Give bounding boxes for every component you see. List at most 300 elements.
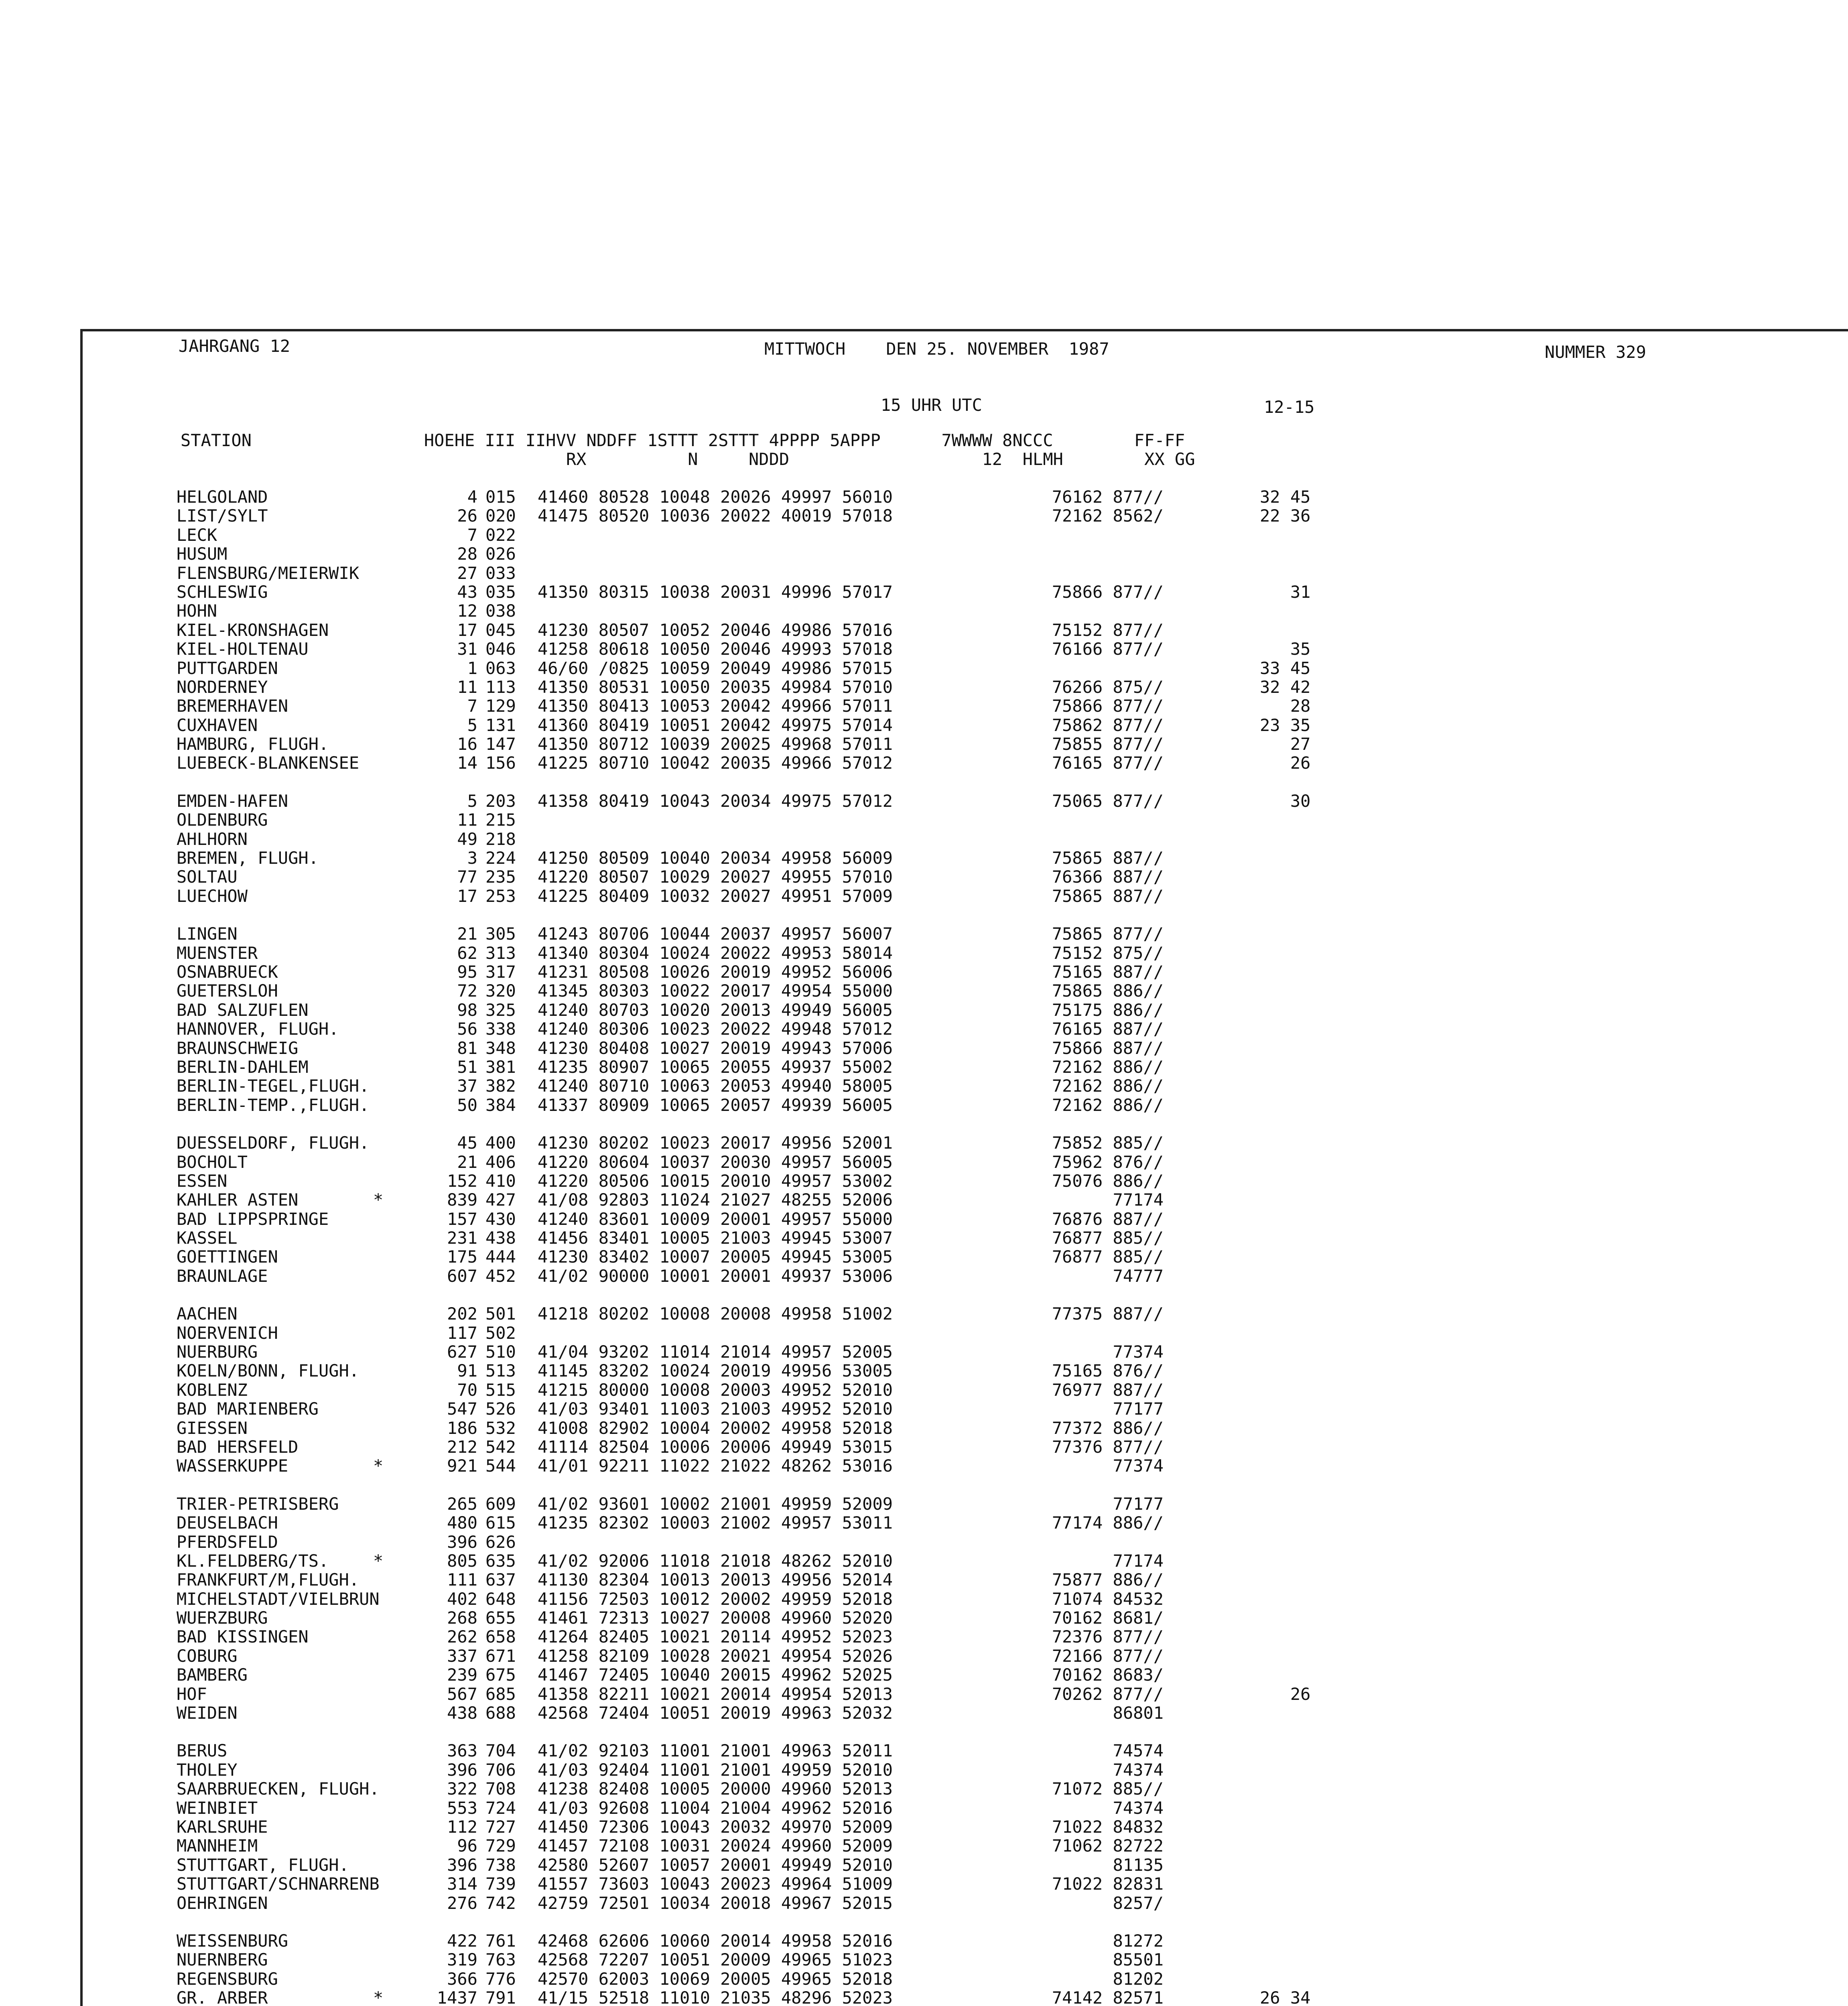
table-row bbox=[177, 1058, 1741, 1076]
weather-groups: 75175 886// bbox=[1052, 1000, 1164, 1020]
station-height: 607 bbox=[447, 1266, 477, 1286]
station-id: 742 bbox=[485, 1893, 516, 1913]
weather-groups: 75076 886// bbox=[1052, 1171, 1164, 1191]
weather-groups: 75877 886// bbox=[1052, 1570, 1164, 1590]
station-id: 020 bbox=[485, 506, 516, 526]
station-id: 348 bbox=[485, 1038, 516, 1058]
station-name: FRANKFURT/M,FLUGH. bbox=[177, 1570, 359, 1590]
station-id: 452 bbox=[485, 1266, 516, 1286]
station-height: 239 bbox=[447, 1665, 477, 1685]
station-height: 11 bbox=[457, 677, 477, 697]
station-id: 427 bbox=[485, 1190, 516, 1210]
station-height: 422 bbox=[447, 1931, 477, 1951]
station-id: 648 bbox=[485, 1589, 516, 1609]
station-height: 37 bbox=[457, 1076, 477, 1096]
weather-groups: 75152 877// bbox=[1052, 620, 1164, 640]
table-row bbox=[177, 1153, 1741, 1172]
table-row bbox=[177, 487, 1741, 506]
synop-groups: 41456 83401 10005 21003 49945 53007 bbox=[538, 1228, 893, 1248]
weather-groups: 77372 886// bbox=[1052, 1418, 1164, 1438]
table-row bbox=[177, 1247, 1741, 1266]
weather-groups: 75865 886// bbox=[1052, 981, 1164, 1001]
station-id: 501 bbox=[485, 1304, 516, 1324]
table-row bbox=[177, 1172, 1741, 1190]
station-id: 224 bbox=[485, 848, 516, 868]
station-height: 363 bbox=[447, 1741, 477, 1761]
weather-groups: 75152 875// bbox=[1052, 943, 1164, 963]
station-name: GR. ARBER bbox=[177, 1988, 268, 2006]
gust-values: 22 36 bbox=[1260, 506, 1311, 526]
weather-groups: 75865 877// bbox=[1052, 924, 1164, 944]
table-row bbox=[177, 1931, 1741, 1950]
table-row bbox=[177, 1076, 1741, 1095]
synop-groups: 41/03 93401 11003 21003 49952 52010 bbox=[538, 1399, 893, 1419]
station-id: 381 bbox=[485, 1057, 516, 1077]
table-row bbox=[177, 1856, 1741, 1874]
table-row bbox=[177, 1685, 1741, 1703]
station-height: 337 bbox=[447, 1646, 477, 1666]
table-row bbox=[177, 924, 1741, 943]
station-id: 113 bbox=[485, 677, 516, 697]
station-height: 95 bbox=[457, 962, 477, 982]
station-name: WEISSENBURG bbox=[177, 1931, 288, 1951]
mountain-marker: * bbox=[373, 1988, 384, 2006]
synop-groups: 41258 80618 10050 20046 49993 57018 bbox=[538, 639, 893, 659]
table-row bbox=[177, 696, 1741, 715]
station-id: 609 bbox=[485, 1494, 516, 1514]
weather-groups: 71074 84532 bbox=[1052, 1589, 1164, 1609]
table-row bbox=[177, 1001, 1741, 1019]
station-id: 317 bbox=[485, 962, 516, 982]
table-row bbox=[177, 735, 1741, 753]
station-name: BERLIN-TEMP.,FLUGH. bbox=[177, 1095, 370, 1115]
station-id: 776 bbox=[485, 1969, 516, 1989]
station-id: 763 bbox=[485, 1950, 516, 1970]
table-row bbox=[177, 867, 1741, 886]
weather-groups: 81135 bbox=[1113, 1855, 1164, 1875]
station-height: 396 bbox=[447, 1760, 477, 1780]
table-row bbox=[177, 1647, 1741, 1665]
synop-groups: 41230 80408 10027 20019 49943 57006 bbox=[538, 1038, 893, 1058]
synop-groups: 42570 62003 10069 20005 49965 52018 bbox=[538, 1969, 893, 1989]
synop-groups: 41225 80710 10042 20035 49966 57012 bbox=[538, 753, 893, 773]
station-name: OLDENBURG bbox=[177, 810, 268, 830]
station-name: SOLTAU bbox=[177, 867, 238, 887]
station-height: 921 bbox=[447, 1456, 477, 1476]
station-id: 253 bbox=[485, 886, 516, 906]
station-id: 156 bbox=[485, 753, 516, 773]
weather-groups: 76162 877// bbox=[1052, 487, 1164, 507]
synop-groups: 41238 82408 10005 20000 49960 52013 bbox=[538, 1779, 893, 1799]
station-id: 026 bbox=[485, 544, 516, 564]
table-row bbox=[177, 1741, 1741, 1760]
synop-groups: 41345 80303 10022 20017 49954 55000 bbox=[538, 981, 893, 1001]
station-name: COBURG bbox=[177, 1646, 238, 1666]
table-row bbox=[177, 1133, 1741, 1152]
synop-groups: 41/03 92404 11001 21001 49959 52010 bbox=[538, 1760, 893, 1780]
weather-groups: 77376 877// bbox=[1052, 1437, 1164, 1457]
report-time: 15 UHR UTC bbox=[881, 395, 982, 415]
station-height: 202 bbox=[447, 1304, 477, 1324]
weather-groups: 72376 877// bbox=[1052, 1627, 1164, 1647]
gust-values: 31 bbox=[1260, 582, 1311, 602]
station-height: 27 bbox=[457, 563, 477, 583]
station-height: 56 bbox=[457, 1019, 477, 1039]
station-name: STUTTGART, FLUGH. bbox=[177, 1855, 349, 1875]
synop-groups: 41240 80710 10063 20053 49940 58005 bbox=[538, 1076, 893, 1096]
synop-groups: 41230 80507 10052 20046 49986 57016 bbox=[538, 620, 893, 640]
station-height: 17 bbox=[457, 620, 477, 640]
station-id: 147 bbox=[485, 734, 516, 754]
table-row bbox=[177, 1190, 1741, 1209]
weather-groups: 86801 bbox=[1113, 1703, 1164, 1723]
station-name: MICHELSTADT/VIELBRUN bbox=[177, 1589, 380, 1609]
station-id: 022 bbox=[485, 525, 516, 545]
weather-groups: 77174 bbox=[1113, 1551, 1164, 1571]
station-id: 305 bbox=[485, 924, 516, 944]
station-name: LUECHOW bbox=[177, 886, 248, 906]
station-height: 3 bbox=[467, 848, 477, 868]
station-name: LIST/SYLT bbox=[177, 506, 268, 526]
station-name: KOELN/BONN, FLUGH. bbox=[177, 1361, 359, 1381]
synop-groups: 41360 80419 10051 20042 49975 57014 bbox=[538, 715, 893, 735]
station-height: 547 bbox=[447, 1399, 477, 1419]
station-height: 627 bbox=[447, 1342, 477, 1362]
station-name: SCHLESWIG bbox=[177, 582, 268, 602]
station-id: 515 bbox=[485, 1380, 516, 1400]
synop-groups: 41220 80506 10015 20010 49957 53002 bbox=[538, 1171, 893, 1191]
table-row bbox=[177, 1760, 1741, 1779]
table-row bbox=[177, 1894, 1741, 1913]
weather-groups: 72166 877// bbox=[1052, 1646, 1164, 1666]
weather-groups: 70262 877// bbox=[1052, 1684, 1164, 1704]
table-row bbox=[177, 1437, 1741, 1456]
table-row bbox=[177, 1608, 1741, 1627]
station-height: 1 bbox=[467, 658, 477, 678]
synop-groups: 41230 83402 10007 20005 49945 53005 bbox=[538, 1247, 893, 1267]
weather-groups: 72162 8562/ bbox=[1052, 506, 1164, 526]
table-row bbox=[177, 1039, 1741, 1058]
table-row bbox=[177, 1304, 1741, 1323]
table-row bbox=[177, 981, 1741, 1000]
table-row bbox=[177, 1019, 1741, 1038]
station-name: PFERDSFELD bbox=[177, 1532, 278, 1552]
station-height: 112 bbox=[447, 1817, 477, 1837]
table-row bbox=[177, 544, 1741, 563]
station-height: 14 bbox=[457, 753, 477, 773]
synop-groups: 41130 82304 10013 20013 49956 52014 bbox=[538, 1570, 893, 1590]
station-height: 553 bbox=[447, 1798, 477, 1818]
table-row bbox=[177, 621, 1741, 640]
table-row bbox=[177, 1703, 1741, 1722]
weather-groups: 70162 8683/ bbox=[1052, 1665, 1164, 1685]
gust-values: 26 34 bbox=[1260, 1988, 1311, 2006]
station-name: BERLIN-TEGEL,FLUGH. bbox=[177, 1076, 370, 1096]
station-name: EMDEN-HAFEN bbox=[177, 791, 288, 811]
synop-groups: 42568 72404 10051 20019 49963 52032 bbox=[538, 1703, 893, 1723]
table-row bbox=[177, 1419, 1741, 1437]
station-name: OEHRINGEN bbox=[177, 1893, 268, 1913]
station-id: 430 bbox=[485, 1209, 516, 1229]
station-height: 11 bbox=[457, 810, 477, 830]
weather-groups: 77374 bbox=[1113, 1342, 1164, 1362]
station-id: 038 bbox=[485, 601, 516, 621]
station-name: AACHEN bbox=[177, 1304, 238, 1324]
station-height: 50 bbox=[457, 1095, 477, 1115]
table-row bbox=[177, 1969, 1741, 1988]
station-id: 685 bbox=[485, 1684, 516, 1704]
station-name: BAMBERG bbox=[177, 1665, 248, 1685]
weather-groups: 76877 885// bbox=[1052, 1247, 1164, 1267]
weather-groups: 75852 885// bbox=[1052, 1133, 1164, 1153]
synop-groups: 41156 72503 10012 20002 49959 52018 bbox=[538, 1589, 893, 1609]
station-id: 033 bbox=[485, 563, 516, 583]
synop-groups: 41350 80531 10050 20035 49984 57010 bbox=[538, 677, 893, 697]
synop-groups: 41457 72108 10031 20024 49960 52009 bbox=[538, 1836, 893, 1856]
station-table bbox=[177, 487, 1741, 2006]
synop-groups: 41225 80409 10032 20027 49951 57009 bbox=[538, 886, 893, 906]
station-name: GUETERSLOH bbox=[177, 981, 278, 1001]
station-id: 544 bbox=[485, 1456, 516, 1476]
synop-groups: 41475 80520 10036 20022 40019 57018 bbox=[538, 506, 893, 526]
synop-groups: 41145 83202 10024 20019 49956 53005 bbox=[538, 1361, 893, 1381]
synop-groups: 41/01 92211 11022 21022 48262 53016 bbox=[538, 1456, 893, 1476]
station-height: 111 bbox=[447, 1570, 477, 1590]
gust-values: 26 bbox=[1260, 753, 1311, 773]
station-id: 406 bbox=[485, 1152, 516, 1172]
column-header-line1: STATION HOEHE III IIHVV NDDFF 1STTT 2STTT 4PPPP 5APPP 7WWWW 8NCCC FF-FF bbox=[181, 430, 1185, 450]
station-id: 313 bbox=[485, 943, 516, 963]
synop-groups: 42759 72501 10034 20018 49967 52015 bbox=[538, 1893, 893, 1913]
station-name: KASSEL bbox=[177, 1228, 238, 1248]
table-row bbox=[177, 1551, 1741, 1570]
station-id: 626 bbox=[485, 1532, 516, 1552]
synop-groups: 41467 72405 10040 20015 49962 52025 bbox=[538, 1665, 893, 1685]
synop-groups: 41350 80413 10053 20042 49966 57011 bbox=[538, 696, 893, 716]
station-id: 706 bbox=[485, 1760, 516, 1780]
synop-groups: 46/60 /0825 10059 20049 49986 57015 bbox=[538, 658, 893, 678]
station-name: BRAUNSCHWEIG bbox=[177, 1038, 299, 1058]
weather-groups: 75855 877// bbox=[1052, 734, 1164, 754]
table-row bbox=[177, 1267, 1741, 1285]
table-row bbox=[177, 583, 1741, 601]
station-name: LUEBECK-BLANKENSEE bbox=[177, 753, 359, 773]
weather-groups: 77177 bbox=[1113, 1399, 1164, 1419]
table-row bbox=[177, 887, 1741, 906]
station-height: 117 bbox=[447, 1323, 477, 1343]
station-height: 43 bbox=[457, 582, 477, 602]
table-row bbox=[177, 678, 1741, 696]
table-row bbox=[177, 1817, 1741, 1836]
weather-groups: 76977 887// bbox=[1052, 1380, 1164, 1400]
synop-groups: 41460 80528 10048 20026 49997 56010 bbox=[538, 487, 893, 507]
station-height: 81 bbox=[457, 1038, 477, 1058]
weather-groups: 75865 887// bbox=[1052, 848, 1164, 868]
weather-groups: 81202 bbox=[1113, 1969, 1164, 1989]
synop-groups: 41215 80000 10008 20003 49952 52010 bbox=[538, 1380, 893, 1400]
table-row bbox=[177, 1836, 1741, 1855]
station-height: 5 bbox=[467, 715, 477, 735]
station-id: 046 bbox=[485, 639, 516, 659]
synop-groups: 41/08 92803 11024 21027 48255 52006 bbox=[538, 1190, 893, 1210]
station-id: 615 bbox=[485, 1513, 516, 1533]
station-height: 319 bbox=[447, 1950, 477, 1970]
station-name: WEINBIET bbox=[177, 1798, 258, 1818]
station-id: 063 bbox=[485, 658, 516, 678]
synop-groups: 41235 82302 10003 21002 49957 53011 bbox=[538, 1513, 893, 1533]
station-id: 338 bbox=[485, 1019, 516, 1039]
synop-groups: 41220 80604 10037 20030 49957 56005 bbox=[538, 1152, 893, 1172]
station-name: MUENSTER bbox=[177, 943, 258, 963]
weather-groups: 75962 876// bbox=[1052, 1152, 1164, 1172]
weather-groups: 74374 bbox=[1113, 1760, 1164, 1780]
mountain-marker: * bbox=[373, 1190, 384, 1210]
station-id: 739 bbox=[485, 1874, 516, 1894]
weather-groups: 72162 886// bbox=[1052, 1095, 1164, 1115]
station-name: KOBLENZ bbox=[177, 1380, 248, 1400]
station-name: BAD LIPPSPRINGE bbox=[177, 1209, 329, 1229]
station-id: 129 bbox=[485, 696, 516, 716]
table-row bbox=[177, 1381, 1741, 1399]
weather-groups: 8257/ bbox=[1113, 1893, 1164, 1913]
station-height: 567 bbox=[447, 1684, 477, 1704]
synop-groups: 41/02 93601 10002 21001 49959 52009 bbox=[538, 1494, 893, 1514]
station-id: 325 bbox=[485, 1000, 516, 1020]
weather-groups: 76166 877// bbox=[1052, 639, 1164, 659]
table-row bbox=[177, 1799, 1741, 1817]
table-row bbox=[177, 1950, 1741, 1969]
synop-groups: 41240 83601 10009 20001 49957 55000 bbox=[538, 1209, 893, 1229]
station-height: 21 bbox=[457, 1152, 477, 1172]
station-height: 49 bbox=[457, 829, 477, 849]
station-id: 724 bbox=[485, 1798, 516, 1818]
station-name: REGENSBURG bbox=[177, 1969, 278, 1989]
station-name: THOLEY bbox=[177, 1760, 238, 1780]
station-name: HOHN bbox=[177, 601, 217, 621]
weather-groups: 75866 877// bbox=[1052, 582, 1164, 602]
table-row bbox=[177, 564, 1741, 583]
station-name: SAARBRUECKEN, FLUGH. bbox=[177, 1779, 380, 1799]
weather-groups: 75862 877// bbox=[1052, 715, 1164, 735]
weather-groups: 81272 bbox=[1113, 1931, 1164, 1951]
weather-groups: 74142 82571 bbox=[1052, 1988, 1164, 2006]
station-height: 28 bbox=[457, 544, 477, 564]
station-name: STUTTGART/SCHNARRENB bbox=[177, 1874, 380, 1894]
table-row bbox=[177, 1590, 1741, 1608]
weather-groups: 77375 887// bbox=[1052, 1304, 1164, 1324]
weather-groups: 71072 885// bbox=[1052, 1779, 1164, 1799]
gust-values: 32 42 bbox=[1260, 677, 1311, 697]
station-height: 366 bbox=[447, 1969, 477, 1989]
station-name: BERLIN-DAHLEM bbox=[177, 1057, 309, 1077]
synop-groups: 41340 80304 10024 20022 49953 58014 bbox=[538, 943, 893, 963]
weather-groups: 75865 887// bbox=[1052, 886, 1164, 906]
table-row bbox=[177, 1361, 1741, 1380]
station-height: 45 bbox=[457, 1133, 477, 1153]
station-id: 035 bbox=[485, 582, 516, 602]
station-id: 438 bbox=[485, 1228, 516, 1248]
synop-groups: 41/02 92103 11001 21001 49963 52011 bbox=[538, 1741, 893, 1761]
station-name: NORDERNEY bbox=[177, 677, 268, 697]
station-height: 152 bbox=[447, 1171, 477, 1191]
station-name: KIEL-KRONSHAGEN bbox=[177, 620, 329, 640]
table-row bbox=[177, 1399, 1741, 1418]
synop-groups: 41350 80712 10039 20025 49968 57011 bbox=[538, 734, 893, 754]
station-height: 62 bbox=[457, 943, 477, 963]
station-height: 262 bbox=[447, 1627, 477, 1647]
synop-groups: 41264 82405 10021 20114 49952 52023 bbox=[538, 1627, 893, 1647]
station-height: 396 bbox=[447, 1532, 477, 1552]
station-height: 480 bbox=[447, 1513, 477, 1533]
station-height: 231 bbox=[447, 1228, 477, 1248]
table-row bbox=[177, 944, 1741, 962]
table-row bbox=[177, 1342, 1741, 1361]
station-height: 12 bbox=[457, 601, 477, 621]
issue-date: MITTWOCH DEN 25. NOVEMBER 1987 bbox=[764, 339, 1109, 359]
weather-groups: 71062 82722 bbox=[1052, 1836, 1164, 1856]
station-name: ESSEN bbox=[177, 1171, 227, 1191]
station-height: 322 bbox=[447, 1779, 477, 1799]
station-id: 400 bbox=[485, 1133, 516, 1153]
table-row bbox=[177, 1228, 1741, 1247]
weather-groups: 76165 887// bbox=[1052, 1019, 1164, 1039]
weather-groups: 76877 885// bbox=[1052, 1228, 1164, 1248]
gust-values: 32 45 bbox=[1260, 487, 1311, 507]
station-name: KL.FELDBERG/TS. bbox=[177, 1551, 329, 1571]
weather-groups: 76165 877// bbox=[1052, 753, 1164, 773]
weather-groups: 70162 8681/ bbox=[1052, 1608, 1164, 1628]
station-name: PUTTGARDEN bbox=[177, 658, 278, 678]
station-id: 542 bbox=[485, 1437, 516, 1457]
jahrgang: JAHRGANG 12 bbox=[179, 336, 290, 356]
station-height: 72 bbox=[457, 981, 477, 1001]
synop-groups: 41557 73603 10043 20023 49964 51009 bbox=[538, 1874, 893, 1894]
station-height: 4 bbox=[467, 487, 477, 507]
weather-groups: 76266 875// bbox=[1052, 677, 1164, 697]
station-height: 77 bbox=[457, 867, 477, 887]
table-row bbox=[177, 1324, 1741, 1342]
station-height: 186 bbox=[447, 1418, 477, 1438]
station-name: HAMBURG, FLUGH. bbox=[177, 734, 329, 754]
mountain-marker: * bbox=[373, 1551, 384, 1571]
gust-values: 35 bbox=[1260, 639, 1311, 659]
synop-groups: 41218 80202 10008 20008 49958 51002 bbox=[538, 1304, 893, 1324]
weather-groups: 77177 bbox=[1113, 1494, 1164, 1514]
station-height: 16 bbox=[457, 734, 477, 754]
table-row bbox=[177, 640, 1741, 658]
synop-groups: 41243 80706 10044 20037 49957 56007 bbox=[538, 924, 893, 944]
table-row bbox=[177, 1096, 1741, 1115]
station-id: 791 bbox=[485, 1988, 516, 2006]
column-header-line2: RX N NDDD 12 HLMH XX GG bbox=[181, 449, 1195, 469]
weather-groups: 71022 82831 bbox=[1052, 1874, 1164, 1894]
synop-groups: 41/04 93202 11014 21014 49957 52005 bbox=[538, 1342, 893, 1362]
station-id: 688 bbox=[485, 1703, 516, 1723]
table-row bbox=[177, 716, 1741, 735]
station-height: 396 bbox=[447, 1855, 477, 1875]
station-id: 708 bbox=[485, 1779, 516, 1799]
station-name: BREMEN, FLUGH. bbox=[177, 848, 319, 868]
table-row bbox=[177, 1570, 1741, 1589]
station-id: 510 bbox=[485, 1342, 516, 1362]
station-height: 51 bbox=[457, 1057, 477, 1077]
station-name: NOERVENICH bbox=[177, 1323, 278, 1343]
station-name: BREMERHAVEN bbox=[177, 696, 288, 716]
synop-groups: 41/02 90000 10001 20001 49937 53006 bbox=[538, 1266, 893, 1286]
table-row bbox=[177, 1988, 1741, 2006]
station-name: LECK bbox=[177, 525, 217, 545]
table-row bbox=[177, 659, 1741, 678]
